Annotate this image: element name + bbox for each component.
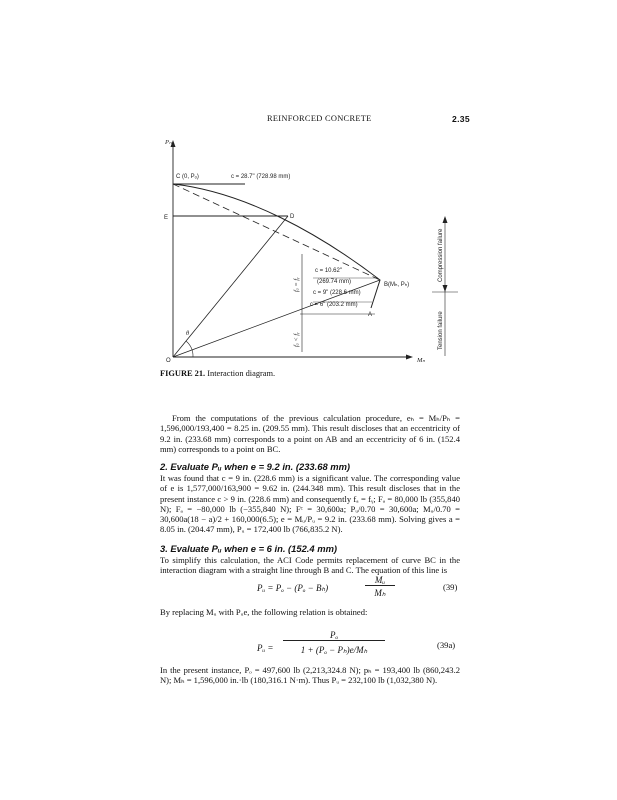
theta-label: θ	[186, 330, 190, 337]
theta-arc	[186, 341, 193, 357]
compression-failure-label: Compression failure	[438, 228, 444, 282]
eq39-denominator: Mₕ	[374, 588, 386, 598]
c1062-label: c = 10.62"	[315, 268, 342, 274]
chord-cb-dashed	[173, 184, 380, 280]
paragraph-3: To simplify this calculation, the ACI Code permits replacement of curve BC in the interaction diagram with a straight line through B and C. The equation of this line is	[160, 555, 460, 576]
c9-label: c = 9" (228.6 mm)	[313, 290, 361, 296]
c-value-label: c = 28.7" (728.98 mm)	[231, 174, 291, 180]
d-label: D	[290, 214, 295, 220]
origin-label: O	[166, 358, 171, 364]
page-number: 2.35	[452, 114, 470, 124]
fa-lt-fy-label: fₐ < fᵧ	[293, 332, 300, 347]
interaction-diagram	[150, 132, 470, 367]
eq39a-denominator: 1 + (Pₒ − Pₕ)e/Mₕ	[300, 645, 368, 655]
eq39-lhs: Pᵤ = Pₒ − (Pₒ − Bₕ)	[257, 583, 329, 593]
eq39a-lhs: Pᵤ =	[257, 643, 274, 653]
paragraph-1: From the computations of the previous calculation procedure, eₕ = Mₕ/Pₕ = 1,596,000/193,400 = 8.25 in. (209.55 mm). This result discloses that an eccentricity of 9.2 in. (233.68 mm) corresponds to a point on AB and an eccentricity of 6 in. (152.4 mm) corresponds to a point on BC.	[160, 413, 460, 454]
y-axis-label: Pₙ	[165, 139, 172, 146]
a-label: A	[368, 312, 373, 318]
eq39-number: (39)	[443, 582, 458, 592]
figure-caption	[160, 369, 275, 378]
failure-ruler-arrow-top	[443, 216, 448, 223]
figure-caption-text: Interaction diagram.	[207, 369, 276, 378]
paragraph-2: It was found that c = 9 in. (228.6 mm) is a significant value. The corresponding value of e is 1,577,000/163,900 = 9.62 in. (244.348 mm). This result discloses that in the present instance c > 9 in. (228.6 mm) and consequently fₐ = fᵧ; Fₐ = 80,000 lb (355,840 N); Fₐ = −80,000 lb (−355,840 N); Fᶜ = 30,600a; Pᵤ/0.70 = 30,600a; Mᵤ/0.70 = 30,600a(18 − a)/2 + 160,000(6.5); e = Mᵤ/Pᵤ = 9.2 in. (233.68 mm). Solving gives a = 8.05 in. (204.47 mm), Pᵤ = 172,400 lb (766,835.2 N).	[160, 473, 460, 535]
figure-number: FIGURE 21.	[160, 369, 206, 378]
x-axis-arrow	[406, 355, 413, 360]
fa-eq-fy-label: fₐ = fᵧ	[293, 277, 300, 292]
paragraph-5: In the present instance, Pₒ = 497,600 lb (2,213,324.8 N); pₕ = 193,400 lb (860,243.2 N); Mₕ = 1,596,000 in.·lb (180,316.1 N·m). Thus Pᵤ = 232,100 lb (1,032,380 N).	[160, 665, 460, 686]
eq39-numerator: Mᵤ	[365, 575, 395, 586]
eq39a-numerator: Pₒ	[283, 630, 385, 641]
point-c-label: C (0, Pₒ)	[176, 174, 199, 180]
running-header-title: REINFORCED CONCRETE	[267, 114, 372, 123]
b-label: B(Mₕ, Pₕ)	[384, 282, 410, 288]
failure-divider-arrow	[443, 285, 448, 292]
section-heading-3: 3. Evaluate Pᵤ when e = 6 in. (152.4 mm)	[160, 543, 338, 554]
e-tick-label: E	[164, 215, 169, 221]
paragraph-4: By replacing Mᵤ with Pᵤe, the following relation is obtained:	[160, 607, 368, 617]
tension-failure-label: Tension failure	[438, 311, 444, 350]
section-heading-2: 2. Evaluate Pᵤ when e = 9.2 in. (233.68 mm)	[160, 461, 351, 472]
eq39a-number: (39a)	[437, 640, 456, 650]
c6-label: c = 6" (203.2 mm)	[310, 302, 358, 308]
x-axis-label: Mₙ	[417, 357, 426, 364]
c1062-mm-label: (269.74 mm)	[317, 279, 352, 285]
